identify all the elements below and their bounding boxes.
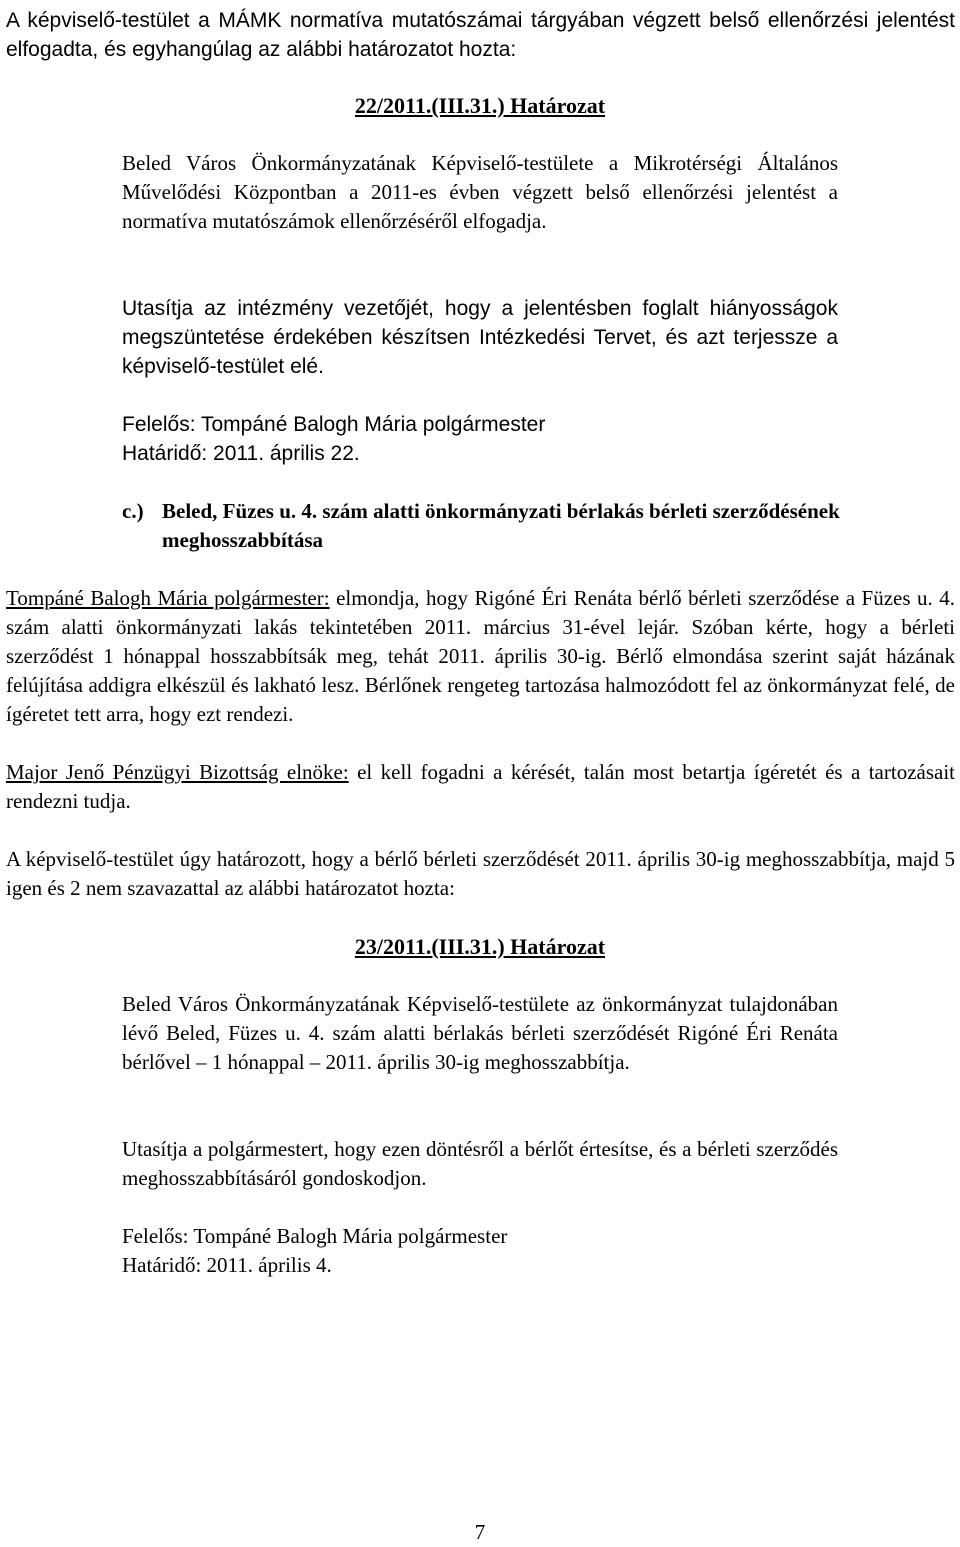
mayor-statement xyxy=(6,584,955,729)
resolution-1-title: 22/2011.(III.31.) Határozat xyxy=(354,93,606,118)
resolution-2-title: 23/2011.(III.31.) Határozat xyxy=(354,934,606,959)
intro-paragraph: A képviselő-testület a MÁMK normatíva mutatószámai tárgyában végzett belső ellenőrzési jelentést elfogadta, és egyhangúlag az alábbi határozatot hozta: xyxy=(6,9,955,61)
finance-statement xyxy=(6,758,955,816)
resolution-1-instruction: Utasítja az intézmény vezetőjét, hogy a jelentésben foglalt hiányosságok megszüntetése érdekében készítsen Intézkedési Tervet, és azt terjessze a képviselő-testület elé. xyxy=(122,297,838,378)
resolution-1-body: Beled Város Önkormányzatának Képviselő-testülete a Mikrotérségi Általános Művelődési Központban a 2011-es évben végzett belső ellenőrzési jelentést a normatíva mutatószámok ellenőrzéséről elfogadja. xyxy=(122,151,838,233)
finance-speaker: Major Jenő Pénzügyi Bizottság elnöke: xyxy=(6,760,349,784)
finance-statement-text: el kell fogadni a kérését, talán most betartja ígéretét és a tartozásait rendezni tudja. xyxy=(6,760,955,813)
resolution-2-responsible: Felelős: Tompáné Balogh Mária polgármester xyxy=(122,1224,508,1248)
agenda-item-letter: c.) xyxy=(122,499,144,523)
mayor-statement-text: elmondja, hogy Rigóné Éri Renáta bérlő bérleti szerződése a Füzes u. 4. szám alatti önkormányzati lakás tekintetében 2011. március 31-ével lejár. Szóban kérte, hogy a bérleti szerződést 1 hónappal hosszabbítsák meg, tehát 2011. április 30-ig. Bérlő elmondása szerint saját házának felújítása addigra elkészül és lakható lesz. Bérlőnek rengeteg tartozása halmozódott fel az önkormányzat felé, de ígéretet tett arra, hogy ezt rendezi. xyxy=(6,586,955,726)
agenda-item-heading xyxy=(122,497,956,555)
agenda-item-title: Beled, Füzes u. 4. szám alatti önkormányzati bérlakás bérleti szerződésének meghosszabbítása xyxy=(162,499,840,552)
mayor-speaker: Tompáné Balogh Mária polgármester: xyxy=(6,586,330,610)
resolution-1-responsible: Felelős: Tompáné Balogh Mária polgármester xyxy=(122,413,546,436)
resolution-1-deadline: Határidő: 2011. április 22. xyxy=(122,442,360,465)
resolution-2-deadline: Határidő: 2011. április 4. xyxy=(122,1253,332,1277)
resolution-2-body: Beled Város Önkormányzatának Képviselő-testülete az önkormányzat tulajdonában lévő Beled, Füzes u. 4. szám alatti bérlakás bérleti szerződését Rigóné Éri Renáta bérlővel – 1 hónappal – 2011. április 30-ig meghosszabbítja. xyxy=(122,992,838,1074)
resolution-2-instruction: Utasítja a polgármestert, hogy ezen döntésről a bérlőt értesítse, és a bérleti szerződés meghosszabbításáról gondoskodjon. xyxy=(122,1137,838,1190)
decision-paragraph: A képviselő-testület úgy határozott, hogy a bérlő bérleti szerződését 2011. április 30-ig meghosszabbítja, majd 5 igen és 2 nem szavazattal az alábbi határozatot hozta: xyxy=(6,847,955,900)
page-number: 7 xyxy=(474,1520,486,1544)
